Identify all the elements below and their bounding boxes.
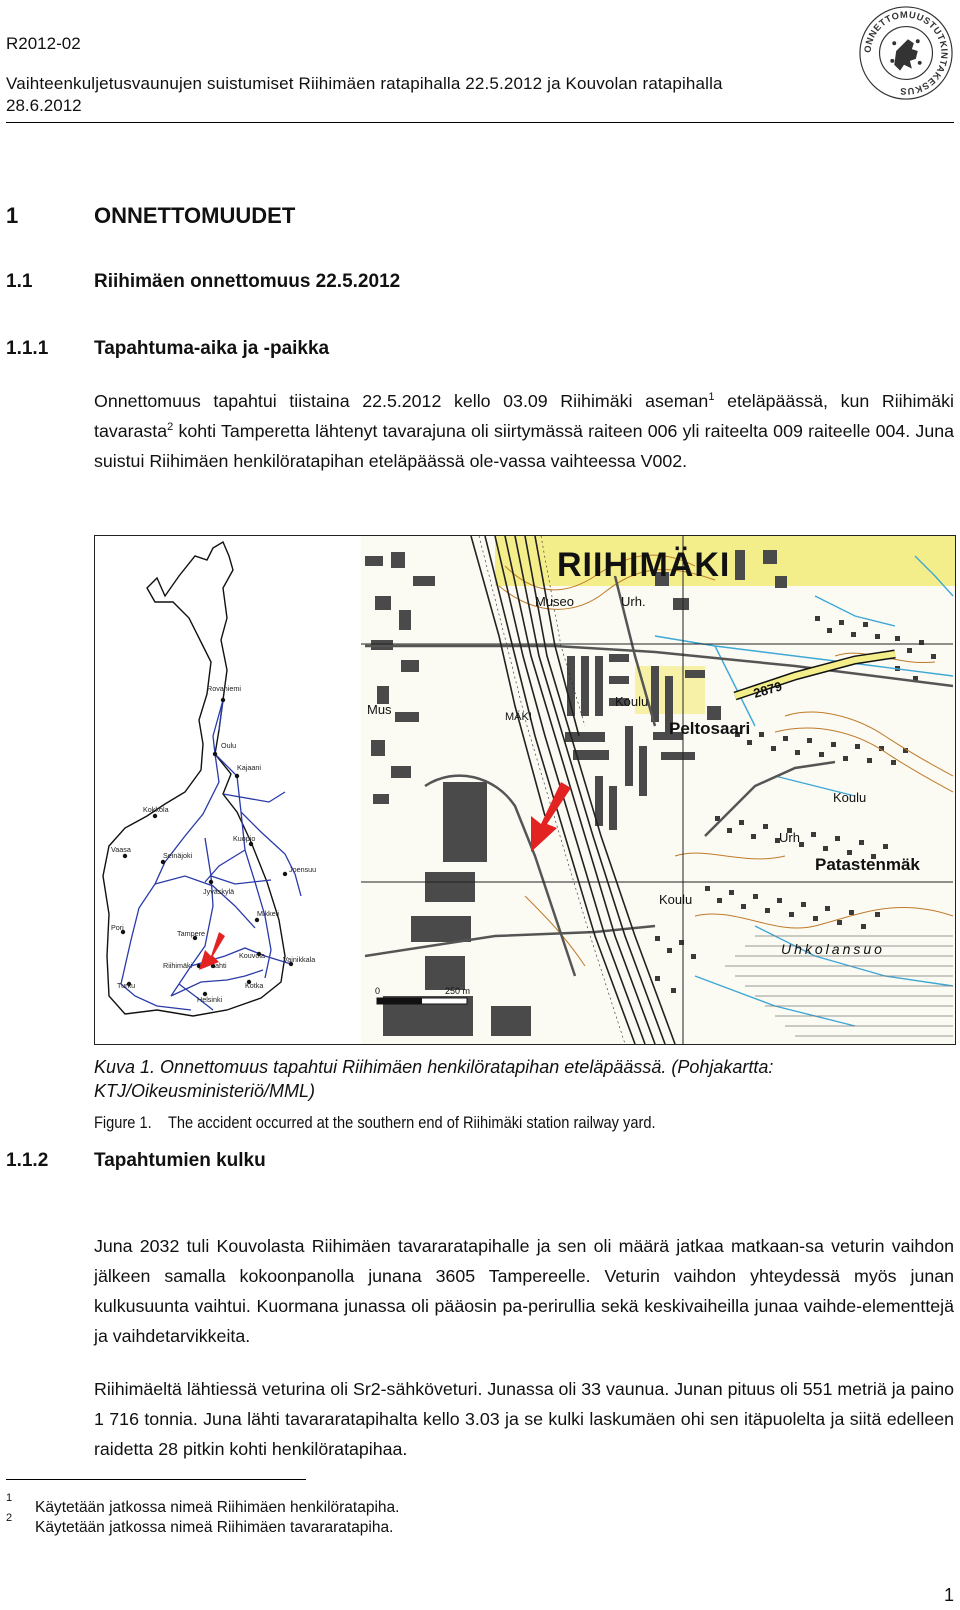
svg-text:Kuopio: Kuopio (233, 834, 256, 843)
svg-text:Patastenmäk: Patastenmäk (815, 855, 920, 874)
footnote-1-text: Käytetään jatkossa nimeä Riihimäen henkilöratapiha. (35, 1499, 400, 1516)
svg-text:Pori: Pori (111, 923, 124, 932)
svg-text:Lahti: Lahti (211, 961, 227, 970)
svg-text:Koulu: Koulu (615, 694, 649, 709)
section-1-1-1-number: 1.1.1 (6, 338, 49, 359)
svg-text:Seinäjoki: Seinäjoki (163, 851, 193, 860)
svg-text:Vaasa: Vaasa (111, 845, 131, 854)
section-1-1-title: Riihimäen onnettomuus 22.5.2012 (94, 271, 401, 292)
svg-text:Urh: Urh (779, 830, 800, 845)
svg-text:Mus: Mus (367, 702, 392, 717)
paragraph-time-place: Onnettomuus tapahtui tiistaina 22.5.2012 kello 03.09 Riihimäki aseman$^1$ eteläpäässä, kun Riihimäki tavarasta$^2$ kohti Tamperetta lähtenyt tavarajuna oli siirtymässä raiteen 006 yli raiteelta 009 raiteelle 004. Juna suistui Riihimäen henkilöratapihan eteläpäässä ole-vassa vaihteessa V002. (94, 391, 954, 471)
svg-text:250 m: 250 m (445, 986, 471, 996)
svg-text:Turku: Turku (117, 981, 136, 990)
figure-caption-en-text: The accident occurred at the southern end of Riihimäki station railway yard. (167, 1113, 656, 1132)
footnote-1-number: 1 (6, 1492, 13, 1504)
header-rule (6, 122, 954, 123)
svg-text:Kajaani: Kajaani (237, 763, 261, 772)
map-label-riihimaki: RIIHIMÄKI (557, 546, 731, 584)
svg-text:Kokkola: Kokkola (143, 805, 169, 814)
svg-text:Jyväskylä: Jyväskylä (203, 887, 235, 896)
section-1-1-2-number: 1.1.2 (6, 1150, 49, 1171)
footnote-2-number: 2 (6, 1512, 13, 1524)
header-title-line2: 28.6.2012 (6, 96, 82, 115)
section-1-title: ONNETTOMUUDET (94, 203, 296, 228)
svg-text:Riihimäki: Riihimäki (163, 961, 193, 970)
svg-text:MÄKI: MÄKI (505, 711, 532, 723)
svg-text:Urh.: Urh. (621, 594, 646, 609)
svg-text:Kouvola: Kouvola (239, 951, 265, 960)
svg-text:Peltosaari: Peltosaari (669, 719, 751, 738)
svg-text:0: 0 (375, 986, 381, 996)
svg-text:Uhkolansuo: Uhkolansuo (781, 941, 885, 957)
svg-text:Joensuu: Joensuu (289, 865, 317, 874)
report-id: R2012-02 (6, 34, 81, 53)
riihimaki-detail-map (361, 536, 955, 1044)
svg-text:Vainikkala: Vainikkala (283, 955, 316, 964)
section-1-1-number: 1.1 (6, 271, 33, 292)
lion-icon (890, 39, 921, 70)
section-1-1-2-title: Tapahtumien kulku (94, 1150, 266, 1171)
location-map-figure (94, 535, 956, 1045)
footnote-2-text: Käytetään jatkossa nimeä Riihimäen tavararatapiha. (35, 1519, 394, 1536)
svg-text:Rovaniemi: Rovaniemi (207, 684, 241, 693)
header-title-line1: Vaihteenkuljetusvaunujen suistumiset Riihimäen ratapihalla 22.5.2012 ja Kouvolan ratapihalla (6, 74, 723, 93)
paragraph-events-2: Riihimäeltä lähtiessä veturina oli Sr2-sähköveturi. Junassa oli 33 vaunua. Junan pituus oli 551 metriä ja paino 1 716 tonnia. Juna lähti tavararatapihalta kello 3.03 ja se kulki laskumäen ohi sen itäpuolelta ja siitä edelleen raidetta 28 pitkin kohti henkilöratapihaa. (94, 1379, 954, 1459)
svg-text:2879: 2879 (751, 678, 784, 701)
footnote-ref-1: 1 (708, 391, 715, 404)
agency-logo (857, 4, 955, 102)
logo-text: ONNETTOMUUSTUTKINTAKESKUS (862, 9, 950, 97)
figure-caption-en-label: Figure 1. (94, 1113, 152, 1132)
finland-overview-map (103, 542, 316, 1016)
svg-text:Koulu: Koulu (659, 892, 693, 907)
paragraph-events-1: Juna 2032 tuli Kouvolasta Riihimäen tavararatapihalle ja sen oli määrä jatkaa matkaan-sa veturin vaihdon jälkeen samalla kokoonpanolla junana 3605 Tampereelle. Veturin vaihdon yhteydessä myös junan kulkusuunta vaihtui. Kuormana junassa oli pääosin pa-perirullia sekä keskivaiheilla junaa vaihde-elementtejä ja vaihdetarvikkeita. (94, 1236, 954, 1346)
svg-text:Oulu: Oulu (221, 741, 237, 750)
svg-text:Kotka: Kotka (245, 981, 264, 990)
svg-text:Mikkeli: Mikkeli (257, 909, 279, 918)
footnote-ref-2: 2 (167, 421, 174, 434)
figure-caption-en (94, 1113, 656, 1133)
figure-caption-fi: Kuva 1. Onnettomuus tapahtui Riihimäen henkilöratapihan eteläpäässä. (Pohjakartta: KTJ/Oikeusministeriö/MML) (94, 1057, 774, 1101)
section-1-number: 1 (6, 203, 19, 228)
page-number: 1 (943, 1585, 954, 1605)
svg-text:Museo: Museo (535, 594, 575, 609)
footnote-rule (6, 1479, 306, 1480)
svg-text:Helsinki: Helsinki (197, 995, 223, 1004)
svg-text:Koulu: Koulu (833, 790, 867, 805)
svg-text:Tampere: Tampere (177, 929, 205, 938)
section-1-1-1-title: Tapahtuma-aika ja -paikka (94, 338, 330, 359)
